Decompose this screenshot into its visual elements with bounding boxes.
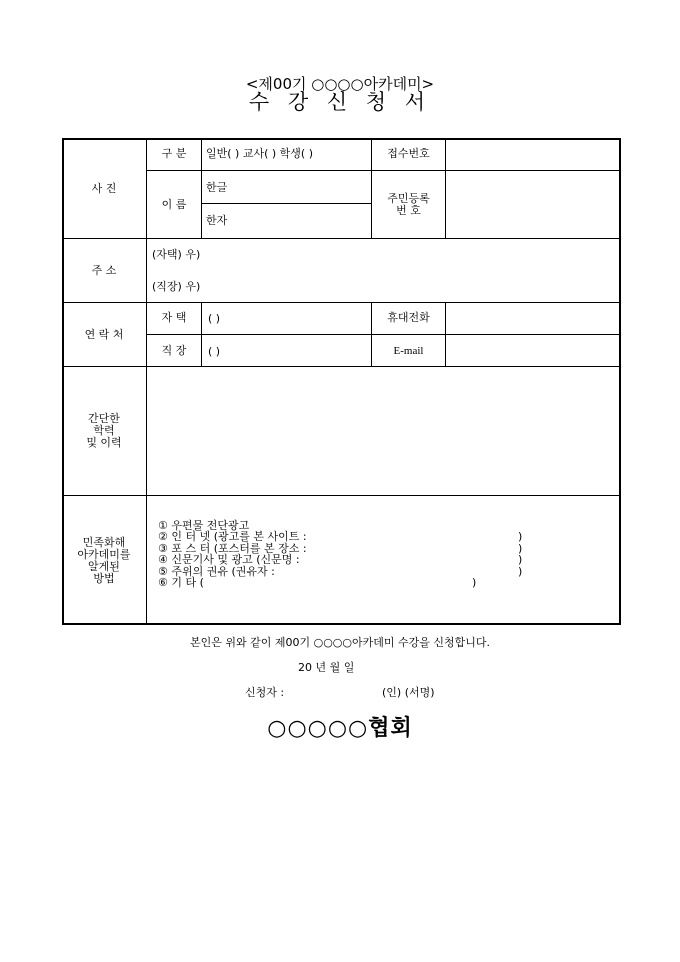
col-divider xyxy=(201,302,202,366)
mobile-label: 휴대전화 xyxy=(387,311,430,324)
email-field[interactable] xyxy=(446,335,616,365)
history-label-line2: 학력 xyxy=(93,424,115,437)
work-phone-label: 직 장 xyxy=(161,344,187,357)
receipt-no-field[interactable] xyxy=(446,140,616,169)
signature-field[interactable]: (인) (서명) xyxy=(382,686,435,699)
history-label-line1: 간단한 xyxy=(88,412,120,425)
form-subtitle: <제00기 ○○○○아카데미> xyxy=(245,75,435,93)
col-divider xyxy=(201,138,202,238)
application-date[interactable]: 20 년 월 일 xyxy=(298,661,355,674)
receipt-no-label: 접수번호 xyxy=(387,147,430,160)
source-label-line1: 민족화해 xyxy=(82,536,126,549)
home-phone-field[interactable]: ( ) xyxy=(208,312,221,325)
form-title: 수 강 신 청 서 xyxy=(248,90,432,114)
photo-label: 사 진 xyxy=(91,182,117,195)
method-option[interactable]: ① 우편물 전단광고 xyxy=(158,519,250,532)
address-work[interactable]: (직장) 우) xyxy=(152,280,201,293)
category-options[interactable]: 일반( ) 교사( ) 학생( ) xyxy=(206,147,313,160)
applicant-label: 신청자 : xyxy=(245,686,285,699)
history-label-line3: 및 이력 xyxy=(86,436,122,449)
mobile-field[interactable] xyxy=(446,303,616,333)
work-phone-field[interactable]: ( ) xyxy=(208,345,221,358)
resident-no-label-line2: 번 호 xyxy=(396,204,421,217)
source-label-line3: 알게된 xyxy=(88,560,120,573)
resident-no-field[interactable] xyxy=(446,171,616,237)
name-korean-label[interactable]: 한글 xyxy=(206,181,228,194)
organization-name: ○○○○○협회 xyxy=(267,716,413,741)
name-hanja-label[interactable]: 한자 xyxy=(206,214,228,227)
source-label xyxy=(62,537,146,585)
category-label: 구 분 xyxy=(161,147,187,160)
source-label-line4: 방법 xyxy=(93,572,115,585)
source-label-line2: 아카데미를 xyxy=(77,548,131,561)
contact-label: 연 락 처 xyxy=(84,328,124,341)
source-methods-list xyxy=(158,519,523,589)
method-option[interactable]: ⑥ 기 타 ( ) xyxy=(158,575,477,589)
address-label: 주 소 xyxy=(91,264,117,277)
address-home[interactable]: (자택) 우) xyxy=(152,248,201,261)
resident-no-label-line1: 주민등록 xyxy=(387,192,430,205)
application-statement: 본인은 위와 같이 제00기 ○○○○아카데미 수강을 신청합니다. xyxy=(189,636,490,649)
row-divider xyxy=(202,203,371,204)
method-option[interactable]: ④ 신문기사 및 광고 (신문명 : ) xyxy=(158,553,523,567)
method-option[interactable]: ② 인 터 넷 (광고를 본 사이트 : ) xyxy=(158,530,523,544)
history-label xyxy=(62,413,146,449)
method-option[interactable]: ⑤ 주위의 권유 (권유자 : ) xyxy=(158,564,523,578)
method-option[interactable]: ③ 포 스 터 (포스터를 본 장소 : ) xyxy=(158,541,523,555)
email-label: E-mail xyxy=(393,345,424,357)
home-phone-label: 자 택 xyxy=(161,311,187,324)
history-field[interactable] xyxy=(147,367,617,494)
name-label: 이 름 xyxy=(161,198,187,211)
resident-no-label xyxy=(372,193,445,217)
